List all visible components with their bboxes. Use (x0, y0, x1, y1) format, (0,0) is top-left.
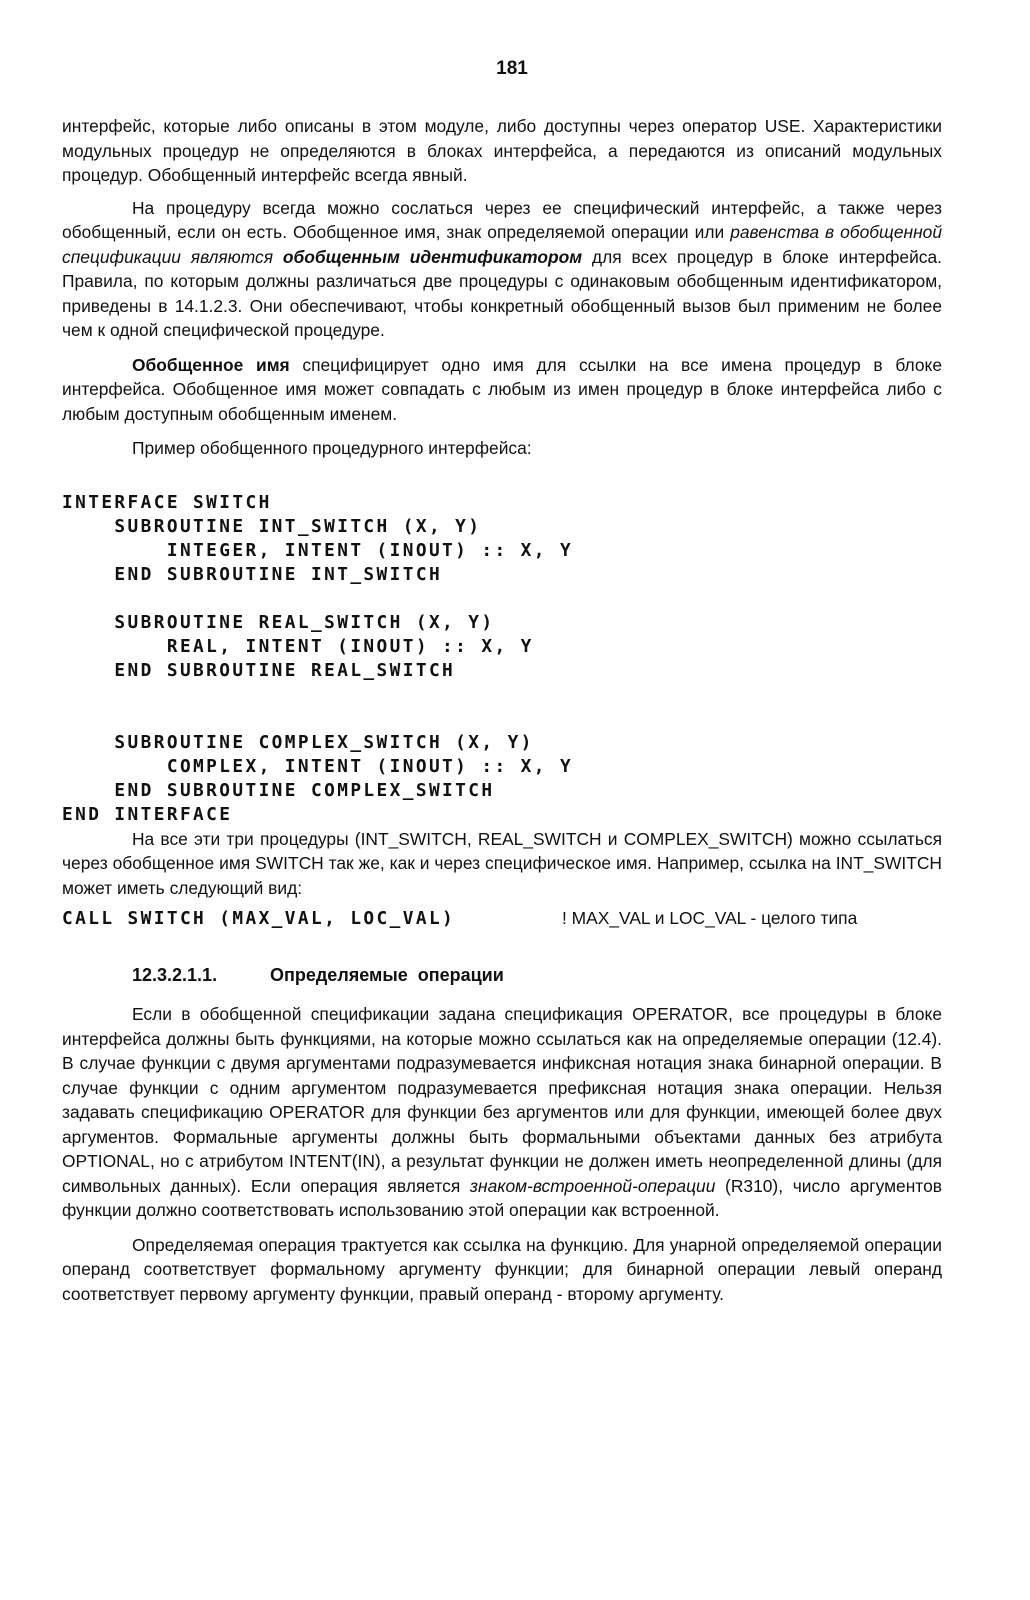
text-segment: Если в обобщенной спецификации задана спецификация OPERATOR, все процедуры в блоке интерфейса должны быть функциями, на которые можно ссылаться как на определяемые операции (12.4). В случае функции с двумя аргументами подразумевается инфиксная нотация знака бинарной операции. В случае функции с одним аргументом подразумевается префиксная нотация знака операции. Нельзя задавать спецификацию OPERATOR для функции без аргументов или для функции, имеющей более двух аргументов. Формальные аргументы должны быть формальными объектами данных без атрибута OPTIONAL, но с атрибутом INTENT(IN), а результат функции не должен иметь неопределенной длины (для символьных данных). Если операция является (62, 1004, 942, 1196)
term-generic-name: Обобщенное имя (132, 354, 290, 375)
text-segment: для всех процедур в блоке интерфейса. Правила, по которым должны различаться две процедуры с одинаковым обобщенным идентификатором, приведены в 14.1.2.3. Они обеспечивают, чтобы конкретный обобщенный вызов был применим не более чем к одной специфической процедуре. (62, 246, 942, 340)
paragraph-defined-operation: Определяемая операция трактуется как ссылка на функцию. Для унарной определяемой операции операнд соответствует формальному аргументу функции; для бинарной операции левый операнд соответствует первому аргументу функции, правый операнд - второму аргументу. (62, 1234, 942, 1304)
italic-text: равенства в обобщенной спецификации являются (62, 222, 942, 267)
paragraph-interface-characteristics: интерфейс, которые либо описаны в этом модуле, либо доступны через оператор USE. Характеристики модульных процедур не определяются в блоках интерфейса, а передаются из описаний модульных процедур. Обобщенный интерфейс всегда явный. (62, 116, 942, 185)
section-number: 12.3.2.1.1. (132, 965, 218, 985)
call-example (62, 908, 942, 929)
paragraph-operator-spec (62, 1002, 942, 1223)
term-generic-identifier: обобщенным идентификатором (282, 246, 583, 267)
section-heading (132, 965, 942, 986)
italic-text: знаком-встроенной-операции (469, 1175, 716, 1196)
text-segment: специфицирует одно имя для ссылки на все имена процедур в блоке интерфейса. Обобщенное имя может совпадать с любым из имен процедур в блоке интерфейса либо с любым доступным обобщенным именем. (62, 354, 942, 424)
paragraph-generic-name (62, 353, 942, 427)
paragraph-generic-identifier (62, 196, 942, 343)
page-number: 181 (496, 58, 528, 79)
call-comment: ! MAX_VAL и LOC_VAL - целого типа (562, 908, 858, 928)
paragraph-switch-reference: На все эти три процедуры (INT_SWITCH, REAL_SWITCH и COMPLEX_SWITCH) можно ссылаться через обобщенное имя SWITCH так же, как и через специфическое имя. Например, ссылка на INT_SWITCH может иметь следующий вид: (62, 828, 942, 898)
text-space (273, 247, 283, 267)
call-code: CALL SWITCH (MAX_VAL, LOC_VAL) (62, 908, 456, 929)
text-segment: (R310), число аргументов функции должно соответствовать использованию этой операции как встроенной. (62, 1175, 942, 1220)
code-example-interface: INTERFACE SWITCH SUBROUTINE INT_SWITCH (X, Y) INTEGER, INTENT (INOUT) :: X, Y END SUBROUTINE INT_SWITCH SUBROUTINE REAL_SWITCH (X, Y) REAL, INTENT (INOUT) :: X, Y END SUBROUTINE REAL_SWITCH SUBROUTINE COMPLEX_SWITCH (X, Y) COMPLEX, INTENT (INOUT) :: X, Y END SUBROUTINE COMPLEX_SWITCH END INTERFACE (62, 491, 574, 825)
text-segment: На процедуру всегда можно сослаться через ее специфический интерфейс, а также через обобщенный, если он есть. Обобщенное имя, знак определяемой операции или (62, 197, 942, 242)
section-title: Определяемые операции (270, 965, 504, 985)
paragraph-example-intro: Пример обобщенного процедурного интерфейса: (132, 438, 532, 458)
